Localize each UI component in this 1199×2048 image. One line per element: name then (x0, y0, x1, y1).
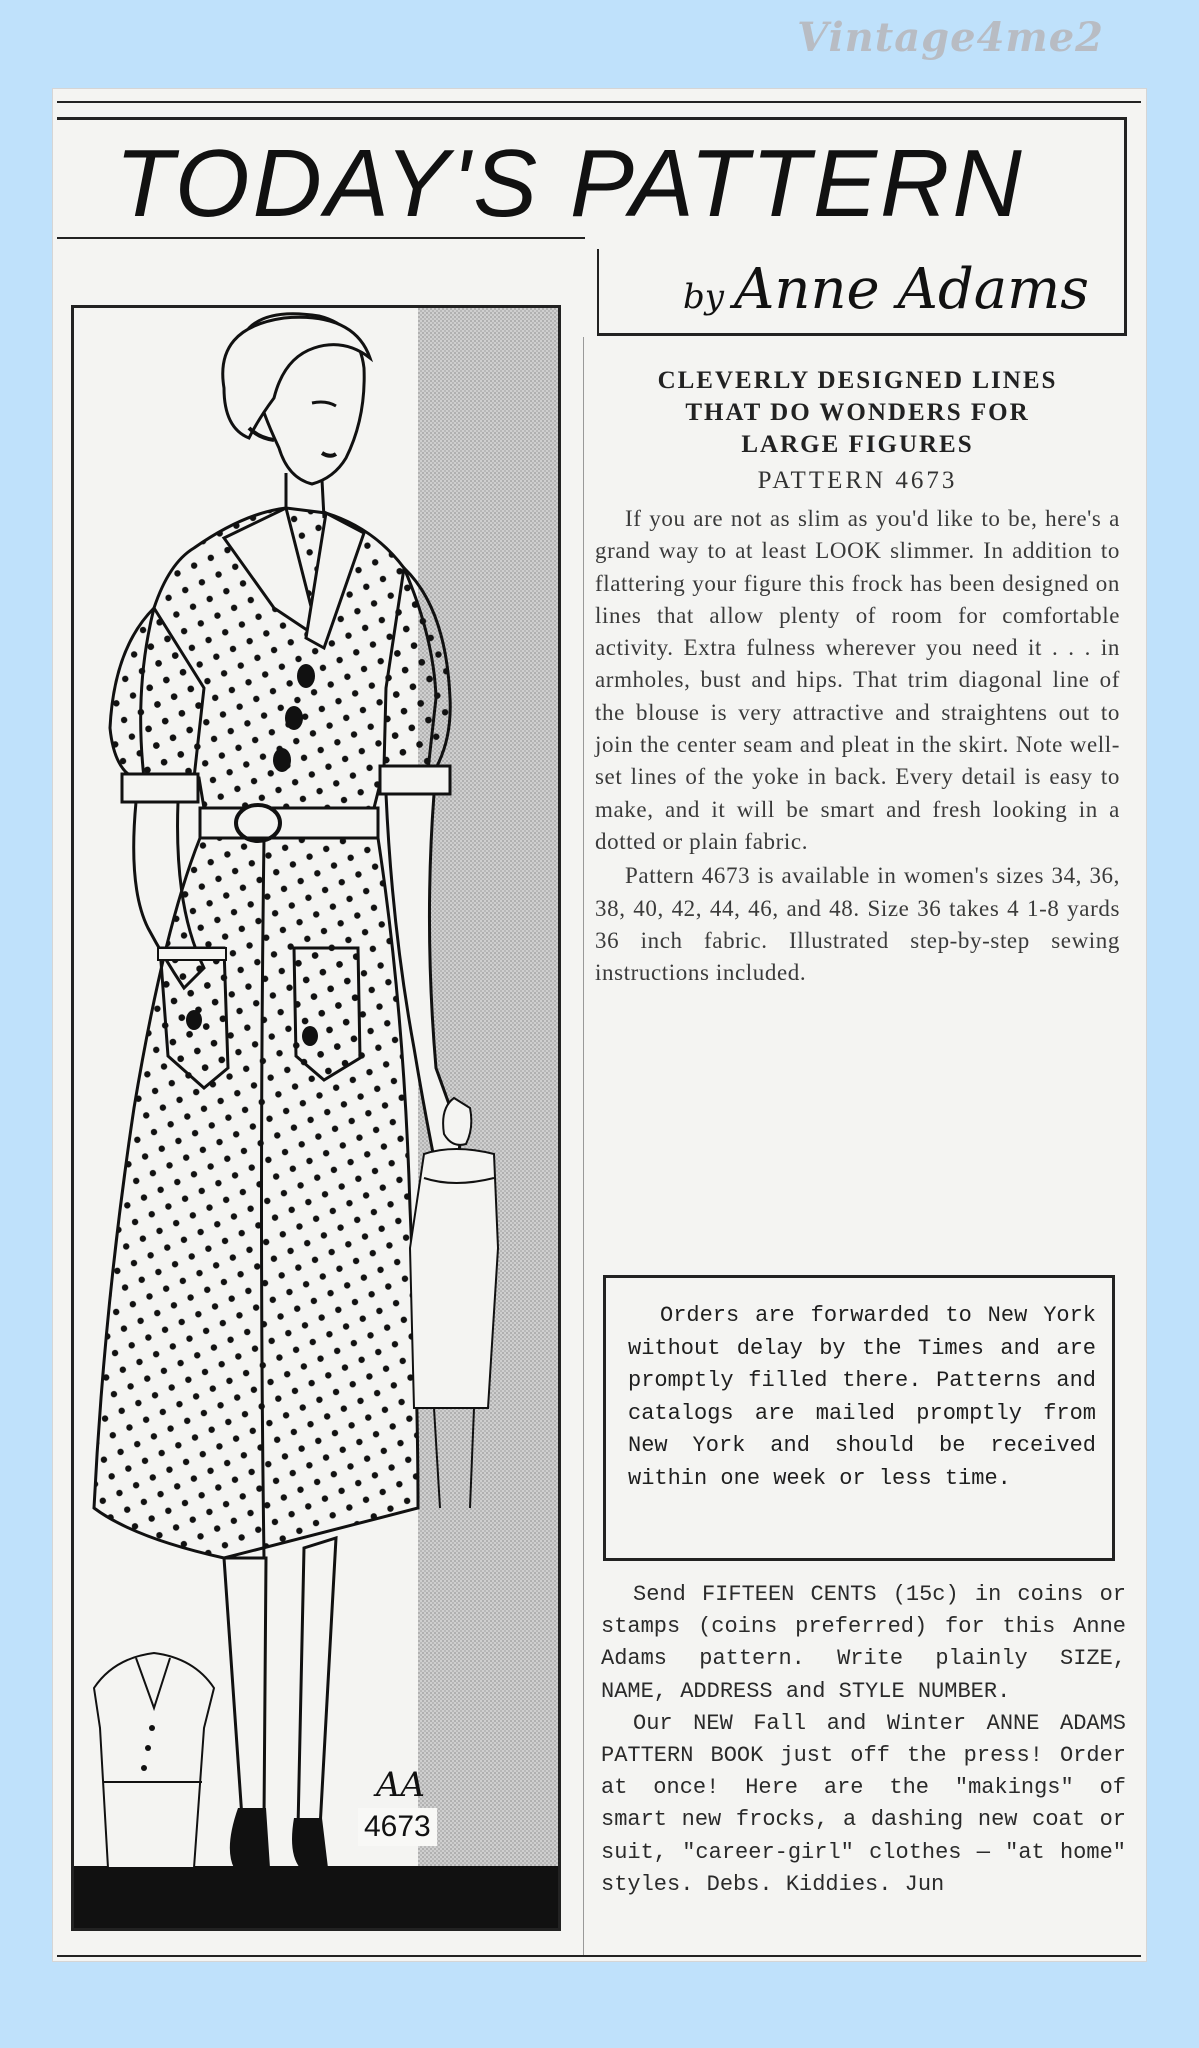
byline (683, 257, 1089, 322)
bottom-rule (57, 1955, 1141, 1957)
article-paragraph-2: Pattern 4673 is available in women's sizes 34, 36, 38, 40, 42, 44, 46, and 48. Size 36 takes 4 1-8 yards 36 inch fabric. Illustrated step-by-step sewing instructions included. (595, 863, 1120, 986)
column-divider (583, 337, 584, 1957)
headline-line-1: CLEVERLY DESIGNED LINES (657, 367, 1058, 394)
byline-box-left-rule (597, 249, 599, 335)
byline-prefix: by (683, 277, 724, 317)
header-box-right-rule (1124, 117, 1127, 335)
byline-name: Anne Adams (733, 257, 1090, 322)
article-paragraph-1: If you are not as slim as you'd like to be, here's a grand way to at least LOOK slimmer. In addition to flattering your figure this frock has been designed on lines that allow plenty of room for comfortable activity. Extra fulness wherever you need it . . . in armholes, bust and hips. That trim diagonal line of the blouse is very attractive and straightens out to join the center seam and pleat in the skirt. Note well-set lines of the yoke in back. Every detail is easy to make, and it will be smart and fresh looking in a dotted or plain fabric. (595, 506, 1120, 854)
byline-box-bottom-rule (597, 333, 1127, 336)
page-title: TODAY'S PATTERN (115, 130, 1025, 237)
dress-drawing (74, 308, 558, 1928)
pattern-label: PATTERN 4673 (757, 467, 958, 494)
fashion-illustration (71, 305, 561, 1931)
headline-line-3: LARGE FIGURES (741, 431, 974, 458)
newspaper-clipping (52, 88, 1147, 1962)
article-column (595, 365, 1120, 989)
watermark-text: Vintage4me2 (797, 14, 1104, 61)
order-instructions (601, 1579, 1126, 1901)
floor-band (74, 1866, 558, 1928)
order-paragraph-1: Send FIFTEEN CENTS (15c) in coins or stamps (coins preferred) for this Anne Adams pattern. Write plainly SIZE, NAME, ADDRESS and STYLE NUMBER. (601, 1582, 1126, 1704)
monogram: AA (376, 1765, 426, 1805)
headline-line-2: THAT DO WONDERS FOR (685, 399, 1030, 426)
top-rule (57, 101, 1141, 103)
order-paragraph-2: Our NEW Fall and Winter ANNE ADAMS PATTERN BOOK just off the press! Order at once! Here are the "makings" of smart new frocks, a dashing new coat or suit, "career-girl" clothes — "at home" styles. Debs. Kiddies. Jun (601, 1710, 1126, 1897)
notice-text: Orders are forwarded to New York without delay by the Times and are promptly filled there. Patterns and catalogs are mailed promptly from New York and should be received within one week or less time. (628, 1303, 1096, 1491)
pattern-number-label: 4673 (358, 1808, 437, 1846)
order-notice-box (603, 1275, 1115, 1561)
article-headline (595, 365, 1120, 461)
header-box-top-rule (57, 117, 1127, 120)
